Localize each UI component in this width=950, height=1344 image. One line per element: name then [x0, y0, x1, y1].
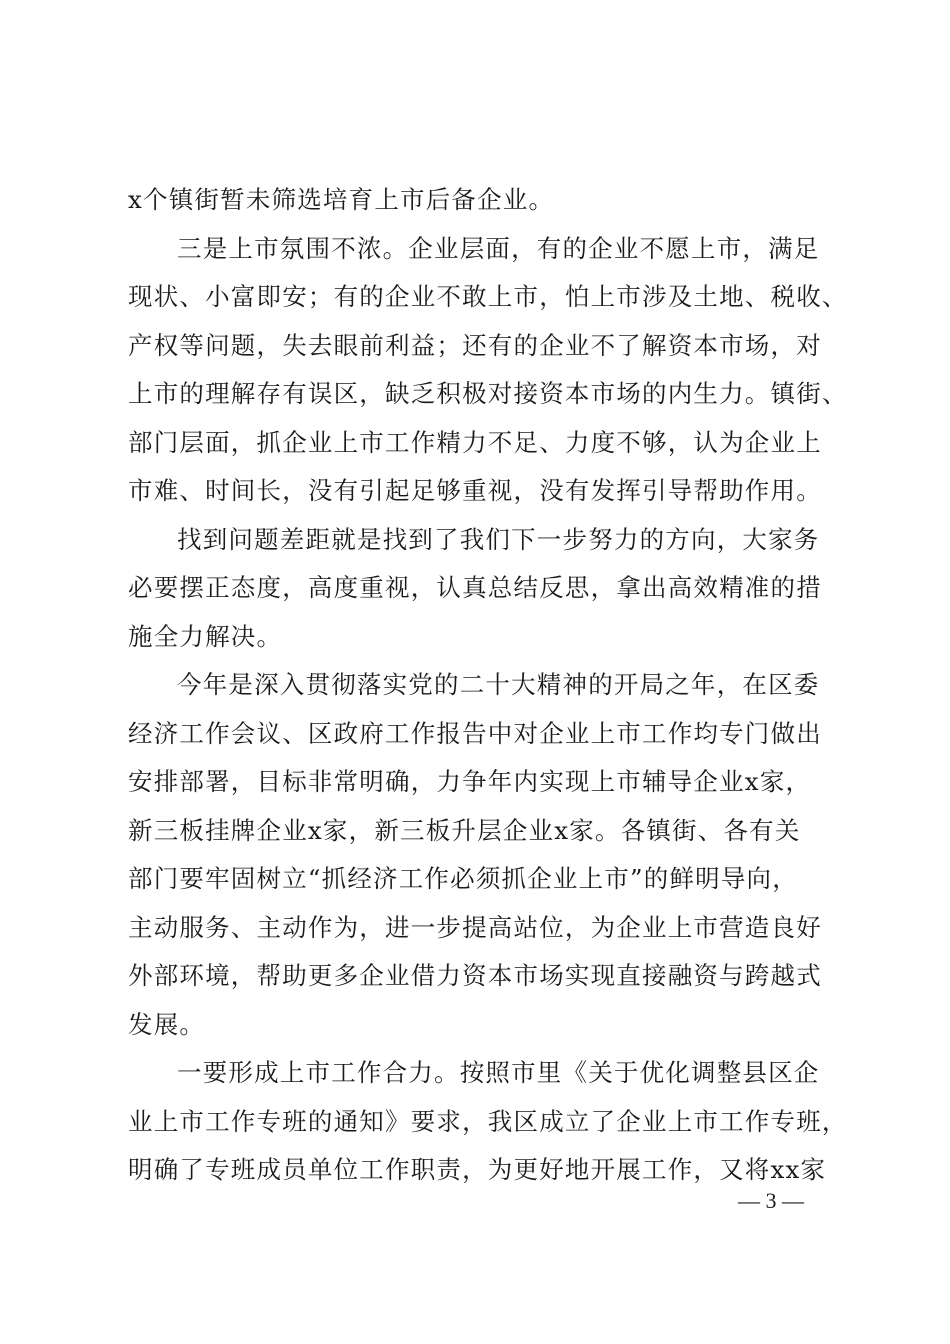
text-line: 安排部署，目标非常明确，力争年内实现上市辅导企业x家， [128, 767, 812, 796]
text-line: 部门层面，抓企业上市工作精力不足、力度不够，认为企业上 [128, 427, 822, 457]
paragraph-start-line: 今年是深入贯彻落实党的二十大精神的开局之年，在区委 [177, 670, 820, 699]
text-line: x个镇街暂未筛选培育上市后备企业。 [128, 185, 555, 214]
text-line: 上市的理解存有误区，缺乏积极对接资本市场的内生力。镇街、 [128, 379, 848, 408]
text-line: 经济工作会议、区政府工作报告中对企业上市工作均专门做出 [128, 718, 822, 748]
text-line: 明确了专班成员单位工作职责，为更好地开展工作，又将xx家 [128, 1155, 827, 1184]
page-number: — 3 — [738, 1188, 804, 1213]
text-line: 部门要牢固树立“抓经济工作必须抓企业上市”的鲜明导向， [128, 864, 798, 893]
text-line: 市难、时间长，没有引起足够重视，没有发挥引导帮助作用。 [128, 476, 822, 505]
paragraph-start-line: 三是上市氛围不浓。企业层面，有的企业不愿上市，满足 [177, 233, 820, 263]
text-line: 外部环境，帮助更多企业借力资本市场实现直接融资与跨越式 [128, 961, 822, 990]
paragraph-start-line: 一要形成上市工作合力。按照市里《关于优化调整县区企 [177, 1058, 820, 1087]
text-line: 发展。 [128, 1009, 206, 1039]
text-line: 业上市工作专班的通知》要求，我区成立了企业上市工作专班， [128, 1106, 848, 1136]
text-line: 现状、小富即安；有的企业不敢上市，怕上市涉及土地、税收、 [128, 282, 848, 311]
text-line: 产权等问题，失去眼前利益；还有的企业不了解资本市场，对 [128, 330, 822, 360]
text-line: 施全力解决。 [128, 621, 283, 651]
body-text [128, 176, 848, 1195]
text-line: 主动服务、主动作为，进一步提高站位，为企业上市营造良好 [128, 912, 822, 942]
text-line: 必要摆正态度，高度重视，认真总结反思，拿出高效精准的措 [128, 573, 822, 602]
text-line: 新三板挂牌企业x家，新三板升层企业x家。各镇街、各有关 [128, 815, 801, 845]
paragraph-start-line: 找到问题差距就是找到了我们下一步努力的方向，大家务 [177, 524, 820, 554]
